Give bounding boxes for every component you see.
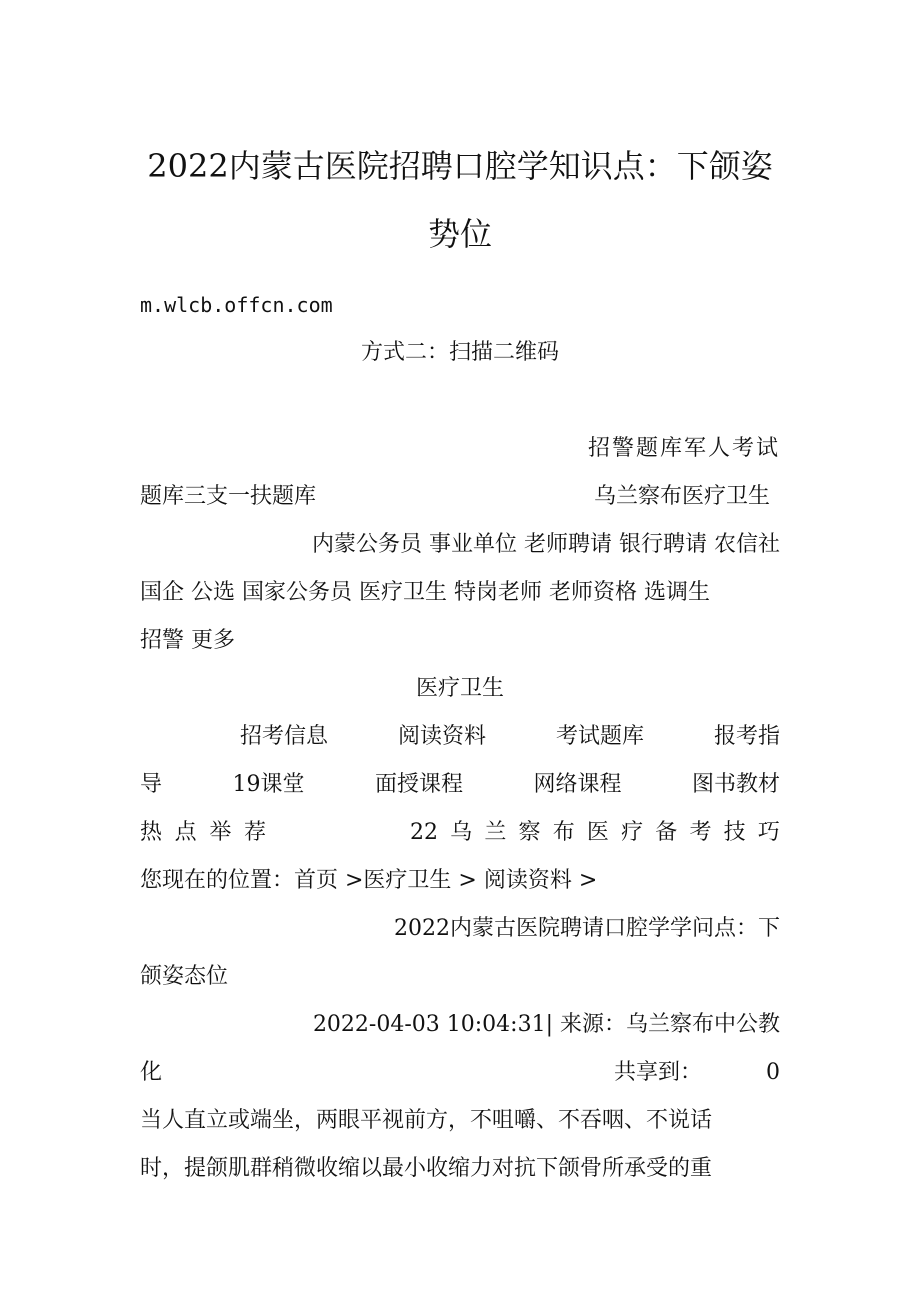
nav-line-5[interactable]: 招警 更多 xyxy=(140,628,235,653)
tip-char: 巧 xyxy=(757,820,780,845)
article-body-line-1: 当人直立或端坐，两眼平视前方，不咀嚼、不吞咽、不说话 xyxy=(140,1108,713,1133)
tip-char: 疗 xyxy=(621,820,644,845)
tip-char: 察 xyxy=(518,820,541,845)
breadcrumb[interactable]: 您现在的位置：首页 >医疗卫生 > 阅读资料 > xyxy=(140,868,598,893)
hot-char: 点 xyxy=(174,820,197,845)
share-label[interactable]: 共享到： xyxy=(614,1060,703,1085)
share-count: 0 xyxy=(766,1060,780,1085)
qr-hint: 方式二：扫描二维码 xyxy=(360,340,559,365)
tab-row-3 xyxy=(140,818,780,848)
tab-guide-part2[interactable]: 导 xyxy=(140,772,163,797)
article-title-line-1: 2022内蒙古医院聘请口腔学学问点：下 xyxy=(394,916,780,941)
tip-char: 兰 xyxy=(484,820,507,845)
tip-char: 布 xyxy=(552,820,575,845)
nav-line-4[interactable]: 国企 公选 国家公务员 医疗卫生 特岗老师 老师资格 选调生 xyxy=(140,580,710,605)
tab-face-course[interactable]: 面授课程 xyxy=(374,772,463,797)
hot-char: 举 xyxy=(209,820,232,845)
title-line-1: 2022内蒙古医院招聘口腔学知识点：下颌姿 xyxy=(147,147,773,185)
tab-19-classroom[interactable]: 19课堂 xyxy=(232,772,305,797)
title-line-2: 势位 xyxy=(427,215,492,253)
section-title: 医疗卫生 xyxy=(415,676,504,701)
tab-question-bank[interactable]: 考试题库 xyxy=(555,724,644,749)
hot-char: 荐 xyxy=(243,820,266,845)
nav-line-1[interactable]: 招警题库军人考试 xyxy=(587,436,780,461)
tab-books[interactable]: 图书教材 xyxy=(691,772,780,797)
site-url[interactable]: m.wlcb.offcn.com xyxy=(140,293,333,317)
tip-char: 医 xyxy=(586,820,609,845)
source-tail: 化 xyxy=(140,1060,163,1085)
article-meta-line-2 xyxy=(140,1058,780,1088)
article-body-line-2: 时，提颌肌群稍微收缩以最小收缩力对抗下颌骨所承受的重 xyxy=(140,1156,713,1181)
tab-reading[interactable]: 阅读资料 xyxy=(397,724,486,749)
nav-link-wlcb-medical[interactable]: 乌兰察布医疗卫生 xyxy=(593,484,770,509)
article-meta-line-1: 2022-04-03 10:04:31| 来源：乌兰察布中公教 xyxy=(312,1012,780,1037)
tip-char: 22 xyxy=(410,820,438,845)
tip-char: 乌 xyxy=(450,820,473,845)
tab-row-2 xyxy=(140,770,780,800)
nav-line-2 xyxy=(140,482,780,512)
tip-char: 技 xyxy=(723,820,746,845)
document-title xyxy=(120,132,800,268)
article-title-line-2: 颌姿态位 xyxy=(140,964,229,989)
tip-char: 考 xyxy=(689,820,712,845)
hot-char: 热 xyxy=(140,820,163,845)
tab-exam-info[interactable]: 招考信息 xyxy=(240,724,329,749)
exam-tips-link[interactable] xyxy=(410,818,780,848)
tab-online-course[interactable]: 网络课程 xyxy=(533,772,622,797)
nav-line-3[interactable]: 内蒙公务员 事业单位 老师聘请 银行聘请 农信社 xyxy=(312,532,780,557)
hot-recommend[interactable] xyxy=(140,818,266,848)
tab-row-1 xyxy=(140,722,780,752)
tab-guide-part1[interactable]: 报考指 xyxy=(713,724,780,749)
tip-char: 备 xyxy=(655,820,678,845)
nav-link-sanzhi[interactable]: 题库三支一扶题库 xyxy=(140,484,317,509)
